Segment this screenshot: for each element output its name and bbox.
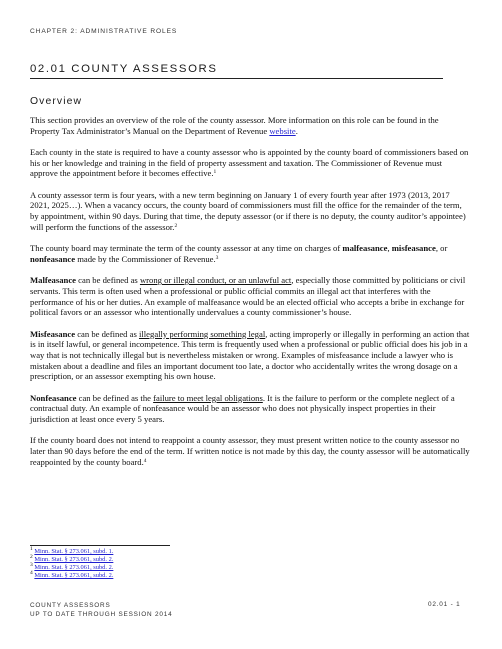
paragraph-text: . It is the failure to perform or the complete neglect of a contractual duty. An example of nonfeasance would be an assessor who does not physically inspect properties in their jurisdiction at least once every 5 years. [30,392,455,425]
footnote-link[interactable]: Minn. Stat. § 273.061, subd. 2. [34,572,114,579]
footnote-ref[interactable]: 2 [174,222,178,229]
bold-term: Nonfeasance [30,392,77,403]
page-footer [30,601,172,619]
footnote [30,564,330,572]
underlined-definition: illegally performing something legal [138,328,266,339]
paragraph-text: . [295,125,298,136]
underlined-definition: failure to meet legal obligations [153,392,263,403]
footnote-link[interactable]: Minn. Stat. § 273.061, subd. 2. [34,564,114,571]
footnote [30,572,330,580]
footnote-ref[interactable]: 3 [215,254,219,261]
paragraph-term [30,190,470,233]
footnote-ref[interactable]: 4 [143,457,147,464]
bold-term: nonfeasance [30,253,76,264]
paragraph-misfeasance [30,329,470,383]
footer-section-name: COUNTY ASSESSORS [30,602,111,609]
paragraph-text: can be defined as the [76,392,154,403]
paragraph-reappointment [30,435,470,467]
paragraph-text: A county assessor term is four years, with a new term beginning on January 1 of every fourth year after 1973 (2013, 2017 2021, 2025…). When a vacancy occurs, the county board of commissioners must fill the office for the remainder of the term, by appointment, within 90 days. During that time, the deputy assessor (or if there is no deputy, the county auditor’s appointee) will perform the functions of the assessor. [30,189,466,232]
footnote-link[interactable]: Minn. Stat. § 273.061, subd. 2. [34,556,114,563]
bold-term: Malfeasance [30,275,76,286]
paragraph-appointment [30,147,470,179]
chapter-header: CHAPTER 2: ADMINISTRATIVE ROLES [30,28,178,35]
paragraph-text: This section provides an overview of the role of the county assessor. More information on this role can be found in the Property Tax Administrator’s Manual on the Department of Revenue [30,115,439,136]
footnote-number: 2 [30,554,33,560]
paragraph-intro [30,115,470,136]
bold-term: malfeasance [342,243,388,254]
paragraph-text: , or [435,243,448,254]
paragraph-text: can be defined as [75,328,139,339]
footnote-ref[interactable]: 1 [213,169,217,176]
paragraph-text: , acting improperly or illegally in performing an action that is in itself lawful, or general incompetence. This term is frequently used when a professional or public official does his job in a way that is not technically illegal but is nevertheless mistaken or wrong. Examples of misfeasance include a lawyer who is mistaken about a deadline and files an important document too late, a doctor who accidentally writes the wrong dosage on a prescription, or an assessor exempting his own house. [30,328,470,382]
paragraph-text: , especially those committed by politicians or civil servants. This term is often used when a professional or public official commits an illegal act that interferes with the performance of his or her duties. An example of malfeasance would be an elected official who accepts a bribe in exchange for political favors or an assessor who intentionally undervalues a county commissioner’s house. [30,275,466,318]
footnotes [30,548,330,580]
paragraph-text: Each county in the state is required to have a county assessor who is appointed by the county board of commissioners based on his or her knowledge and training in the field of property assessment and taxation. The Commissioner of Revenue must approve the appointment before it becomes effective. [30,147,469,179]
footnote-link[interactable]: Minn. Stat. § 273.061, subd. 1. [34,548,114,555]
paragraph-malfeasance [30,275,470,318]
bold-term: Misfeasance [30,328,76,339]
paragraph-termination [30,243,470,264]
footnote-number: 1 [30,546,33,552]
paragraph-nonfeasance [30,393,470,425]
footnote-number: 3 [30,562,33,568]
paragraph-text: , [387,243,392,254]
document-body [30,115,470,478]
paragraph-text: can be defined as [76,275,140,286]
footnote [30,556,330,564]
website-link[interactable]: website [269,125,296,136]
section-subtitle: Overview [30,96,83,107]
paragraph-text: made by the Commissioner of Revenue. [75,253,216,264]
page-number: 02.01 - 1 [428,601,461,608]
paragraph-text: The county board may terminate the term of the county assessor at any time on charges of [30,243,343,254]
paragraph-text: If the county board does not intend to reappoint a county assessor, they must present written notice to the county assessor no later than 90 days before the end of the term. If written notice is not made by this day, the county assessor will be automatically reappointed by the county board. [30,435,470,467]
footnote-number: 4 [30,570,33,576]
footnote-divider [30,545,170,546]
footnote [30,548,330,556]
underlined-definition: wrong or illegal conduct, or an unlawful act [139,275,292,286]
bold-term: misfeasance [391,243,436,254]
footer-session-note: UP TO DATE THROUGH SESSION 2014 [30,611,173,618]
section-title: 02.01 COUNTY ASSESSORS [30,63,443,79]
